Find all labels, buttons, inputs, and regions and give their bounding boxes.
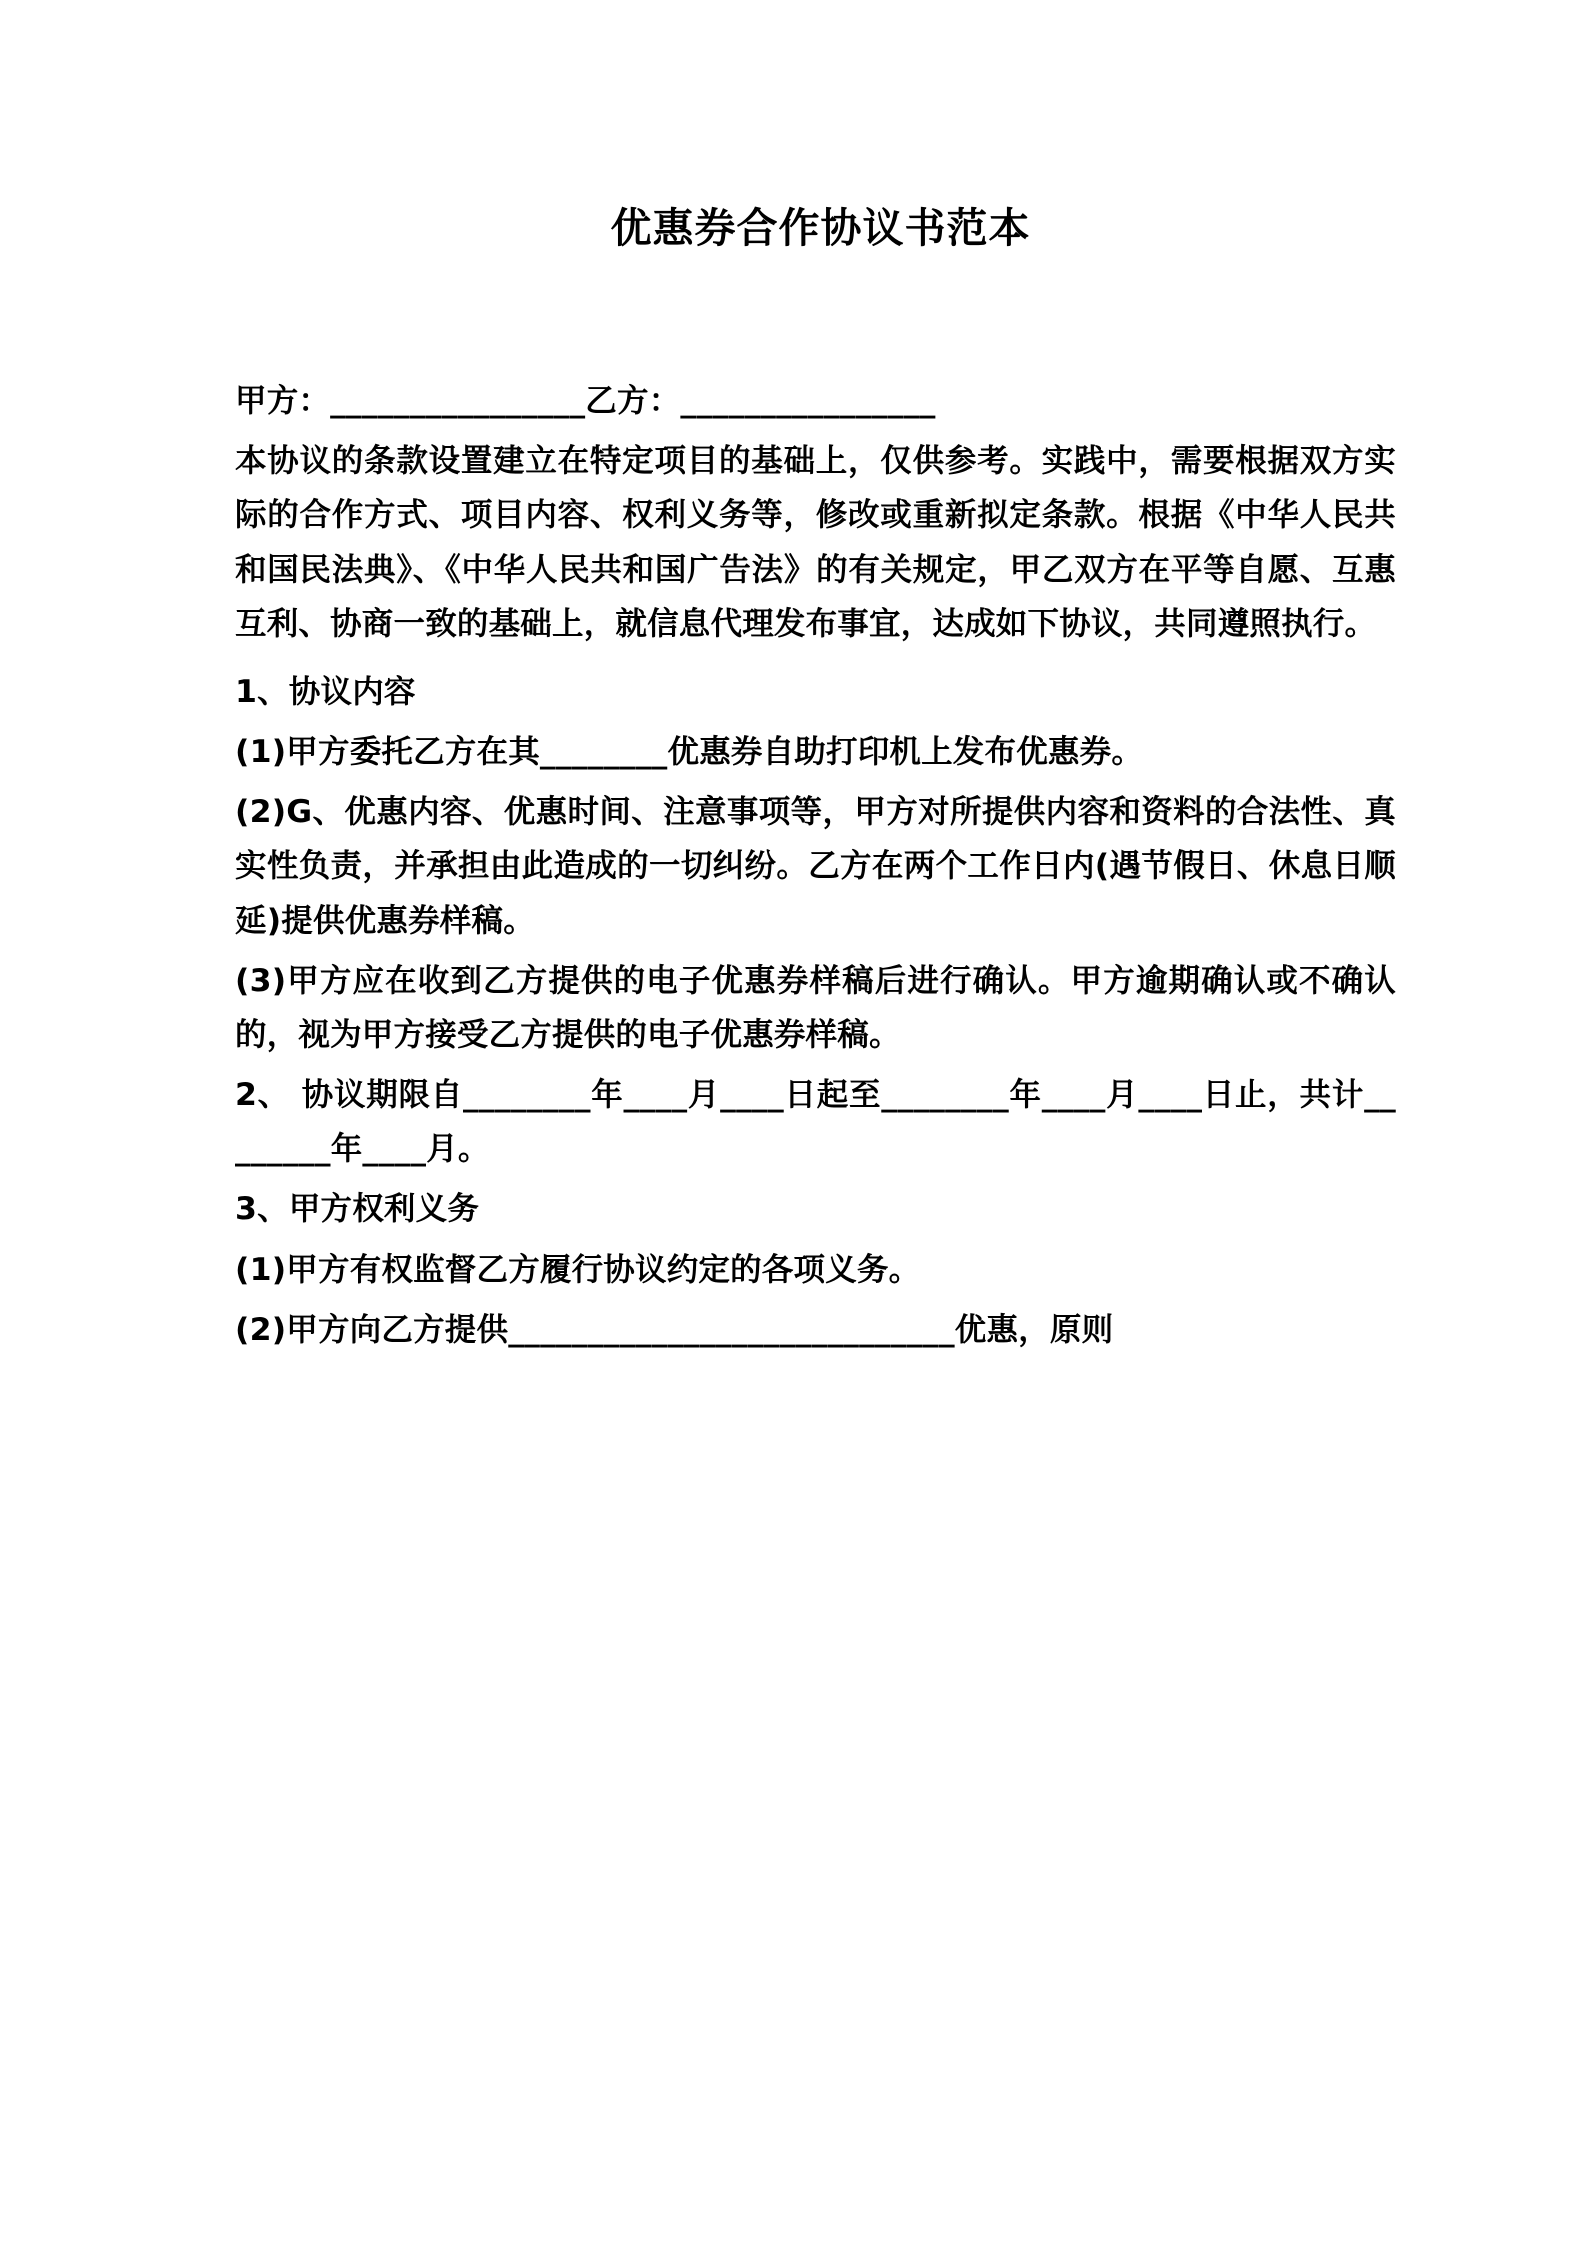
page-title: 优惠券合作协议书范本 (610, 204, 1031, 252)
paragraph-3-1: (1)甲方有权监督乙方履行协议约定的各项义务。 (235, 1251, 921, 1288)
heading-section-2: 2、 协议期限自________年____月____日起至________年____月____日止，共计________年____月。 (235, 1077, 1396, 1168)
paragraph-1-2: (2)G、优惠内容、优惠时间、注意事项等，甲方对所提供内容和资料的合法性、真实性负责，并承担由此造成的一切纠纷。乙方在两个工作日内(遇节假日、休息日顺延)提供优惠券样稿。 (235, 794, 1396, 939)
paragraph-parties: 甲方：________________乙方：________________ (235, 383, 936, 419)
heading-section-3: 3、甲方权利义务 (235, 1191, 480, 1228)
paragraph-preamble: 本协议的条款设置建立在特定项目的基础上，仅供参考。实践中，需要根据双方实际的合作方式、项目内容、权利义务等，修改或重新拟定条款。根据《中华人民共和国民法典》、《中华人民共和国广告法》的有关规定，甲乙双方在平等自愿、互惠互利、协商一致的基础上，就信息代理发布事宜，达成如下协议，共同遵照执行。 (235, 443, 1396, 642)
paragraph-3-2: (2)甲方向乙方提供____________________________优惠，原则 (235, 1311, 1114, 1348)
paragraph-1-3: (3)甲方应在收到乙方提供的电子优惠券样稿后进行确认。甲方逾期确认或不确认的，视为甲方接受乙方提供的电子优惠券样稿。 (235, 962, 1396, 1053)
document-body (235, 374, 1396, 1357)
heading-section-1: 1、协议内容 (235, 673, 416, 710)
paragraph-1-1: (1)甲方委托乙方在其________优惠券自助打印机上发布优惠券。 (235, 734, 1144, 771)
